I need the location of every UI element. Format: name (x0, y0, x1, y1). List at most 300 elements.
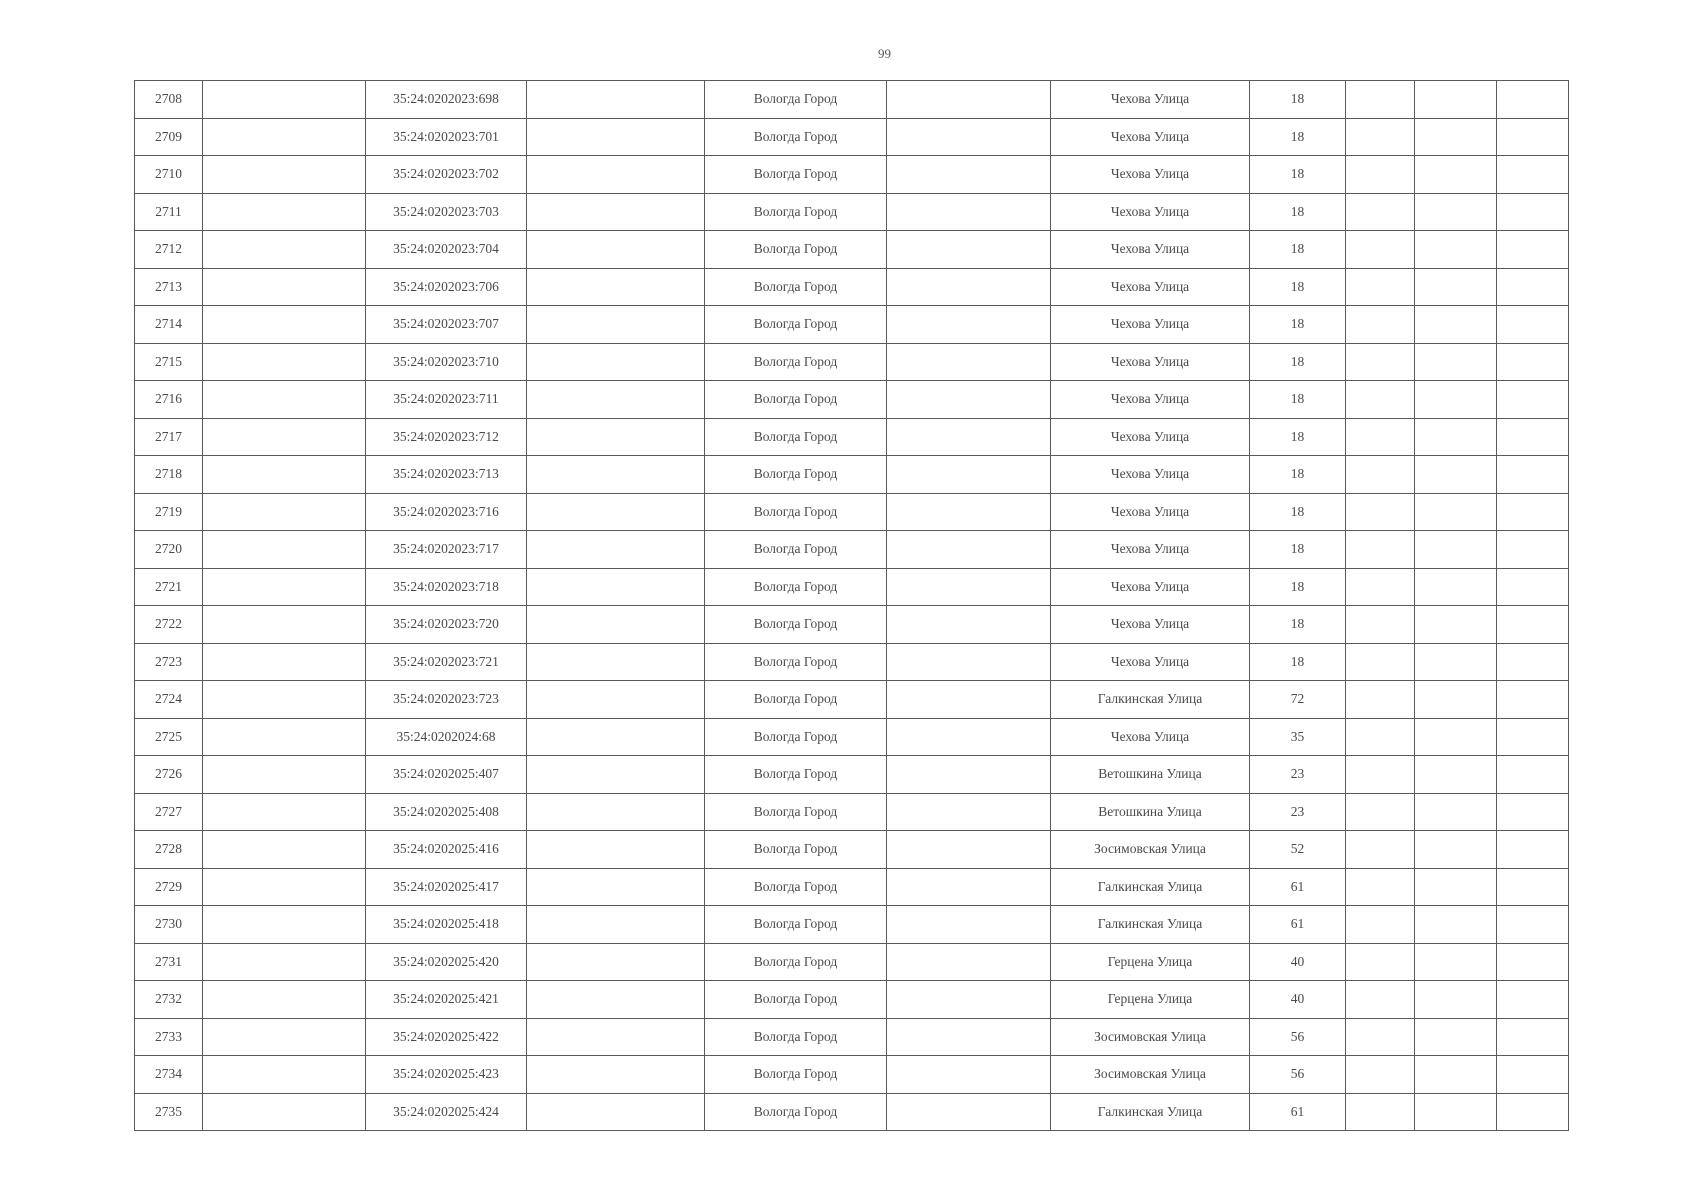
cell-city: Вологда Город (705, 1056, 887, 1094)
cell-empty (527, 643, 705, 681)
cell-street: Чехова Улица (1051, 606, 1250, 644)
cell-empty (527, 343, 705, 381)
cell-empty (203, 606, 366, 644)
cell-empty (1415, 193, 1497, 231)
cell-empty (1346, 81, 1415, 119)
cell-house: 18 (1250, 118, 1346, 156)
cell-empty (1497, 831, 1569, 869)
table-row (135, 943, 1569, 981)
cell-empty (527, 156, 705, 194)
table-row (135, 1093, 1569, 1131)
cell-house: 18 (1250, 81, 1346, 119)
cell-number: 2708 (135, 81, 203, 119)
cell-cadastral-number: 35:24:0202023:713 (366, 456, 527, 494)
cell-number: 2729 (135, 868, 203, 906)
cell-house: 18 (1250, 456, 1346, 494)
cell-empty (887, 868, 1051, 906)
cell-house: 18 (1250, 306, 1346, 344)
cell-empty (1346, 118, 1415, 156)
cell-empty (887, 756, 1051, 794)
cell-number: 2715 (135, 343, 203, 381)
cell-house: 18 (1250, 568, 1346, 606)
cell-empty (887, 156, 1051, 194)
cell-empty (203, 531, 366, 569)
cell-number: 2728 (135, 831, 203, 869)
cell-street: Чехова Улица (1051, 231, 1250, 269)
cell-empty (1497, 231, 1569, 269)
cell-empty (1415, 568, 1497, 606)
cell-city: Вологда Город (705, 756, 887, 794)
cell-street: Галкинская Улица (1051, 906, 1250, 944)
cell-empty (1346, 681, 1415, 719)
table-row (135, 756, 1569, 794)
cell-city: Вологда Город (705, 456, 887, 494)
cell-city: Вологда Город (705, 156, 887, 194)
cell-empty (203, 118, 366, 156)
table-row (135, 981, 1569, 1019)
cell-cadastral-number: 35:24:0202023:720 (366, 606, 527, 644)
cell-street: Герцена Улица (1051, 943, 1250, 981)
table-row (135, 493, 1569, 531)
cell-empty (1497, 193, 1569, 231)
cell-number: 2716 (135, 381, 203, 419)
cell-city: Вологда Город (705, 831, 887, 869)
cell-empty (1497, 381, 1569, 419)
cell-empty (887, 193, 1051, 231)
cell-city: Вологда Город (705, 718, 887, 756)
cell-empty (1497, 681, 1569, 719)
cell-empty (527, 81, 705, 119)
cell-cadastral-number: 35:24:0202025:423 (366, 1056, 527, 1094)
table-row (135, 456, 1569, 494)
cell-house: 72 (1250, 681, 1346, 719)
cell-empty (1497, 81, 1569, 119)
cell-empty (527, 268, 705, 306)
cell-number: 2735 (135, 1093, 203, 1131)
cell-empty (527, 1056, 705, 1094)
cell-empty (1415, 81, 1497, 119)
cell-empty (203, 306, 366, 344)
cell-cadastral-number: 35:24:0202023:717 (366, 531, 527, 569)
cell-empty (1346, 231, 1415, 269)
cell-empty (887, 456, 1051, 494)
cell-empty (527, 231, 705, 269)
cell-house: 18 (1250, 381, 1346, 419)
cell-house: 18 (1250, 156, 1346, 194)
cell-city: Вологда Город (705, 868, 887, 906)
cell-cadastral-number: 35:24:0202023:706 (366, 268, 527, 306)
cell-empty (887, 568, 1051, 606)
cell-street: Галкинская Улица (1051, 868, 1250, 906)
cell-number: 2726 (135, 756, 203, 794)
cell-empty (1497, 456, 1569, 494)
cell-cadastral-number: 35:24:0202025:418 (366, 906, 527, 944)
table-row (135, 381, 1569, 419)
cell-empty (1497, 643, 1569, 681)
cell-empty (1497, 268, 1569, 306)
cell-empty (887, 643, 1051, 681)
cell-empty (887, 493, 1051, 531)
cell-number: 2724 (135, 681, 203, 719)
cell-empty (1415, 156, 1497, 194)
table-row (135, 906, 1569, 944)
cell-house: 40 (1250, 981, 1346, 1019)
cell-empty (1346, 193, 1415, 231)
cell-number: 2723 (135, 643, 203, 681)
cell-city: Вологда Город (705, 268, 887, 306)
cell-street: Чехова Улица (1051, 718, 1250, 756)
registry-table (134, 80, 1569, 1131)
cell-empty (1415, 231, 1497, 269)
cell-empty (527, 193, 705, 231)
cell-number: 2720 (135, 531, 203, 569)
cell-empty (887, 418, 1051, 456)
cell-empty (887, 1056, 1051, 1094)
table-row (135, 81, 1569, 119)
cell-street: Чехова Улица (1051, 343, 1250, 381)
cell-empty (1346, 1093, 1415, 1131)
cell-empty (203, 1056, 366, 1094)
cell-cadastral-number: 35:24:0202023:707 (366, 306, 527, 344)
cell-cadastral-number: 35:24:0202025:422 (366, 1018, 527, 1056)
cell-empty (527, 118, 705, 156)
cell-empty (887, 343, 1051, 381)
cell-house: 18 (1250, 193, 1346, 231)
cell-cadastral-number: 35:24:0202023:721 (366, 643, 527, 681)
cell-empty (1415, 643, 1497, 681)
cell-house: 18 (1250, 268, 1346, 306)
cell-street: Ветошкина Улица (1051, 756, 1250, 794)
cell-empty (1346, 868, 1415, 906)
cell-house: 18 (1250, 493, 1346, 531)
cell-empty (527, 531, 705, 569)
cell-empty (1497, 906, 1569, 944)
cell-cadastral-number: 35:24:0202023:718 (366, 568, 527, 606)
cell-street: Ветошкина Улица (1051, 793, 1250, 831)
cell-empty (527, 493, 705, 531)
cell-empty (887, 681, 1051, 719)
cell-city: Вологда Город (705, 231, 887, 269)
cell-empty (203, 418, 366, 456)
cell-city: Вологда Город (705, 418, 887, 456)
cell-empty (887, 231, 1051, 269)
cell-empty (203, 793, 366, 831)
cell-empty (1346, 606, 1415, 644)
cell-empty (1415, 531, 1497, 569)
cell-empty (203, 231, 366, 269)
cell-house: 40 (1250, 943, 1346, 981)
cell-number: 2711 (135, 193, 203, 231)
table-row (135, 1018, 1569, 1056)
cell-house: 18 (1250, 418, 1346, 456)
cell-city: Вологда Город (705, 343, 887, 381)
cell-street: Чехова Улица (1051, 118, 1250, 156)
cell-house: 18 (1250, 531, 1346, 569)
cell-cadastral-number: 35:24:0202023:698 (366, 81, 527, 119)
table-row (135, 268, 1569, 306)
cell-empty (527, 868, 705, 906)
cell-empty (887, 531, 1051, 569)
cell-cadastral-number: 35:24:0202023:703 (366, 193, 527, 231)
table-row (135, 793, 1569, 831)
cell-empty (1497, 306, 1569, 344)
cell-empty (1346, 643, 1415, 681)
cell-number: 2713 (135, 268, 203, 306)
cell-empty (1346, 718, 1415, 756)
cell-empty (1346, 268, 1415, 306)
cell-street: Зосимовская Улица (1051, 1018, 1250, 1056)
cell-city: Вологда Город (705, 531, 887, 569)
cell-empty (527, 943, 705, 981)
cell-empty (1415, 793, 1497, 831)
cell-empty (1415, 1093, 1497, 1131)
cell-house: 18 (1250, 343, 1346, 381)
cell-street: Чехова Улица (1051, 568, 1250, 606)
table-row (135, 156, 1569, 194)
cell-empty (887, 606, 1051, 644)
cell-cadastral-number: 35:24:0202023:716 (366, 493, 527, 531)
cell-empty (203, 906, 366, 944)
cell-empty (1497, 943, 1569, 981)
cell-empty (1497, 793, 1569, 831)
cell-empty (203, 943, 366, 981)
cell-empty (527, 831, 705, 869)
cell-number: 2733 (135, 1018, 203, 1056)
cell-empty (1415, 456, 1497, 494)
cell-empty (527, 681, 705, 719)
cell-empty (1415, 118, 1497, 156)
cell-empty (1346, 418, 1415, 456)
cell-number: 2709 (135, 118, 203, 156)
cell-empty (1415, 418, 1497, 456)
cell-empty (1497, 1018, 1569, 1056)
table-row (135, 1056, 1569, 1094)
cell-empty (887, 118, 1051, 156)
cell-number: 2718 (135, 456, 203, 494)
cell-cadastral-number: 35:24:0202023:702 (366, 156, 527, 194)
cell-empty (1346, 756, 1415, 794)
cell-street: Чехова Улица (1051, 418, 1250, 456)
cell-empty (887, 793, 1051, 831)
cell-number: 2732 (135, 981, 203, 1019)
cell-empty (527, 793, 705, 831)
cell-number: 2719 (135, 493, 203, 531)
cell-house: 23 (1250, 793, 1346, 831)
cell-empty (1497, 531, 1569, 569)
cell-city: Вологда Город (705, 643, 887, 681)
cell-house: 61 (1250, 868, 1346, 906)
table-row (135, 643, 1569, 681)
cell-street: Чехова Улица (1051, 81, 1250, 119)
table-row (135, 568, 1569, 606)
cell-number: 2721 (135, 568, 203, 606)
cell-empty (1346, 943, 1415, 981)
cell-empty (1415, 943, 1497, 981)
cell-cadastral-number: 35:24:0202025:408 (366, 793, 527, 831)
cell-empty (887, 268, 1051, 306)
cell-number: 2714 (135, 306, 203, 344)
cell-street: Чехова Улица (1051, 531, 1250, 569)
table-row (135, 868, 1569, 906)
table-row (135, 531, 1569, 569)
cell-empty (527, 756, 705, 794)
cell-empty (1415, 1056, 1497, 1094)
cell-empty (1346, 981, 1415, 1019)
cell-house: 56 (1250, 1018, 1346, 1056)
cell-empty (203, 381, 366, 419)
cell-cadastral-number: 35:24:0202025:407 (366, 756, 527, 794)
cell-empty (1415, 868, 1497, 906)
cell-city: Вологда Город (705, 568, 887, 606)
cell-street: Чехова Улица (1051, 456, 1250, 494)
cell-empty (887, 943, 1051, 981)
cell-empty (527, 906, 705, 944)
cell-empty (527, 306, 705, 344)
cell-empty (887, 981, 1051, 1019)
cell-empty (527, 606, 705, 644)
cell-city: Вологда Город (705, 81, 887, 119)
cell-empty (1346, 568, 1415, 606)
table-row (135, 118, 1569, 156)
cell-street: Чехова Улица (1051, 643, 1250, 681)
cell-empty (527, 568, 705, 606)
cell-cadastral-number: 35:24:0202023:711 (366, 381, 527, 419)
cell-street: Чехова Улица (1051, 306, 1250, 344)
cell-empty (1415, 606, 1497, 644)
table-body (135, 81, 1569, 1131)
table-row (135, 193, 1569, 231)
cell-empty (1346, 456, 1415, 494)
cell-empty (1497, 156, 1569, 194)
cell-cadastral-number: 35:24:0202023:701 (366, 118, 527, 156)
table-row (135, 343, 1569, 381)
cell-empty (1497, 118, 1569, 156)
cell-number: 2717 (135, 418, 203, 456)
cell-empty (1346, 831, 1415, 869)
cell-street: Галкинская Улица (1051, 1093, 1250, 1131)
cell-empty (887, 718, 1051, 756)
cell-cadastral-number: 35:24:0202025:421 (366, 981, 527, 1019)
cell-empty (1497, 1056, 1569, 1094)
cell-street: Чехова Улица (1051, 156, 1250, 194)
cell-empty (1346, 493, 1415, 531)
cell-house: 35 (1250, 718, 1346, 756)
cell-empty (1497, 493, 1569, 531)
page-number: 99 (878, 46, 891, 61)
cell-empty (527, 981, 705, 1019)
cell-street: Чехова Улица (1051, 193, 1250, 231)
cell-empty (203, 268, 366, 306)
cell-empty (203, 868, 366, 906)
cell-city: Вологда Город (705, 681, 887, 719)
cell-house: 52 (1250, 831, 1346, 869)
cell-city: Вологда Город (705, 306, 887, 344)
cell-house: 61 (1250, 1093, 1346, 1131)
cell-empty (527, 418, 705, 456)
cell-empty (887, 831, 1051, 869)
cell-empty (1497, 568, 1569, 606)
cell-empty (527, 381, 705, 419)
cell-empty (887, 81, 1051, 119)
cell-street: Зосимовская Улица (1051, 831, 1250, 869)
cell-empty (1415, 681, 1497, 719)
table-row (135, 718, 1569, 756)
cell-street: Галкинская Улица (1051, 681, 1250, 719)
cell-empty (527, 1018, 705, 1056)
cell-cadastral-number: 35:24:0202024:68 (366, 718, 527, 756)
cell-cadastral-number: 35:24:0202025:416 (366, 831, 527, 869)
cell-empty (203, 156, 366, 194)
cell-empty (1346, 343, 1415, 381)
cell-empty (1346, 156, 1415, 194)
cell-empty (887, 1093, 1051, 1131)
cell-empty (203, 81, 366, 119)
cell-cadastral-number: 35:24:0202025:420 (366, 943, 527, 981)
cell-city: Вологда Город (705, 943, 887, 981)
cell-empty (1497, 756, 1569, 794)
cell-empty (203, 681, 366, 719)
cell-empty (1346, 793, 1415, 831)
cell-empty (203, 1018, 366, 1056)
cell-empty (203, 643, 366, 681)
cell-empty (1415, 756, 1497, 794)
cell-empty (1415, 343, 1497, 381)
cell-empty (1346, 1056, 1415, 1094)
cell-number: 2725 (135, 718, 203, 756)
cell-cadastral-number: 35:24:0202023:723 (366, 681, 527, 719)
cell-city: Вологда Город (705, 793, 887, 831)
cell-empty (1497, 718, 1569, 756)
cell-empty (1497, 981, 1569, 1019)
cell-empty (1497, 868, 1569, 906)
cell-number: 2722 (135, 606, 203, 644)
cell-street: Чехова Улица (1051, 381, 1250, 419)
table-row (135, 681, 1569, 719)
cell-empty (203, 718, 366, 756)
cell-empty (1415, 381, 1497, 419)
cell-city: Вологда Город (705, 1018, 887, 1056)
cell-cadastral-number: 35:24:0202025:424 (366, 1093, 527, 1131)
cell-empty (1415, 306, 1497, 344)
table-row (135, 831, 1569, 869)
cell-empty (1346, 306, 1415, 344)
cell-street: Чехова Улица (1051, 268, 1250, 306)
cell-empty (1346, 531, 1415, 569)
cell-empty (203, 831, 366, 869)
cell-empty (1497, 418, 1569, 456)
cell-empty (1415, 268, 1497, 306)
cell-empty (203, 456, 366, 494)
cell-empty (1346, 381, 1415, 419)
cell-street: Чехова Улица (1051, 493, 1250, 531)
cell-number: 2730 (135, 906, 203, 944)
cell-empty (203, 756, 366, 794)
cell-number: 2727 (135, 793, 203, 831)
table-row (135, 306, 1569, 344)
cell-cadastral-number: 35:24:0202023:710 (366, 343, 527, 381)
table-row (135, 418, 1569, 456)
cell-number: 2734 (135, 1056, 203, 1094)
cell-empty (1415, 1018, 1497, 1056)
cell-street: Зосимовская Улица (1051, 1056, 1250, 1094)
cell-empty (527, 456, 705, 494)
cell-empty (887, 1018, 1051, 1056)
cell-cadastral-number: 35:24:0202025:417 (366, 868, 527, 906)
cell-house: 18 (1250, 606, 1346, 644)
cell-number: 2712 (135, 231, 203, 269)
cell-street: Герцена Улица (1051, 981, 1250, 1019)
cell-empty (887, 381, 1051, 419)
